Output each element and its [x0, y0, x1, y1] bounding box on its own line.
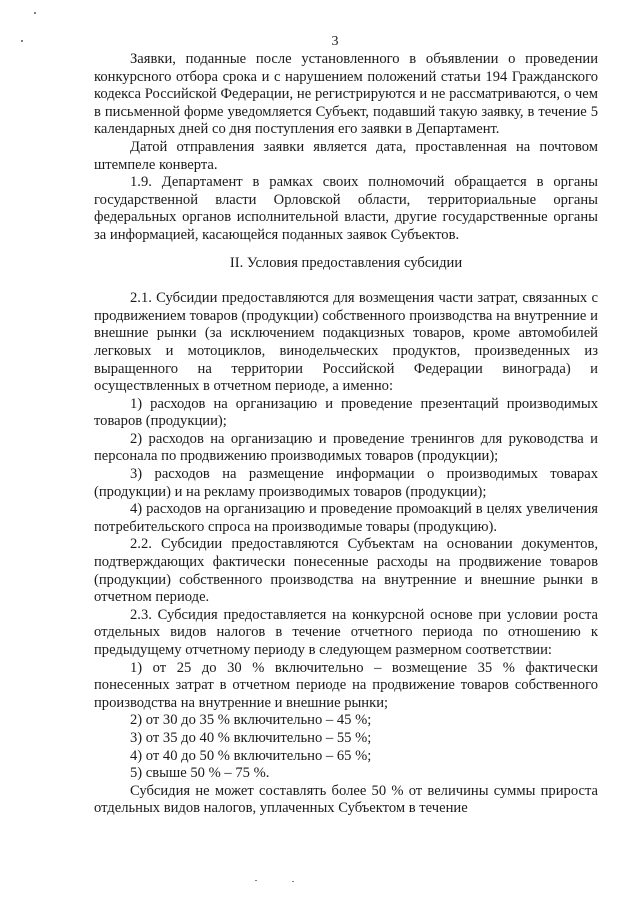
scan-speck: [21, 40, 23, 42]
paragraph-1-9: 1.9. Департамент в рамках своих полномочий обращается в органы государственной власти Орловской области, территориальные органы федеральных органов исполнительной власти, другие государственные органы за информацией, касающейся поданных заявок Субъектов.: [94, 174, 598, 243]
page-number: 3: [331, 34, 339, 49]
scan-speck: [292, 881, 294, 882]
scan-speck: [255, 880, 257, 881]
paragraph-subsidy-limit: Субсидия не может составлять более 50 % от величины суммы прироста отдельных видов налогов, уплаченных Субъектом в течение: [94, 782, 598, 817]
paragraph-dispatch-date: Датой отправления заявки является дата, проставленная на почтовом штемпеле конверта.: [94, 138, 598, 173]
list-item-expense-1: 1) расходов на организацию и проведение презентаций производимых товаров (продукции);: [94, 395, 598, 430]
document-body: [94, 51, 598, 818]
list-item-rate-3: 3) от 35 до 40 % включительно – 55 %;: [130, 729, 372, 746]
list-item-rate-5: 5) свыше 50 % – 75 %.: [130, 765, 270, 782]
scan-speck: [34, 12, 36, 14]
list-item-expense-2: 2) расходов на организацию и проведение тренингов для руководства и персонала по продвижению производимых товаров (продукции);: [94, 430, 598, 465]
list-item-rate-4: 4) от 40 до 50 % включительно – 65 %;: [130, 747, 372, 764]
paragraph-2-2: 2.2. Субсидии предоставляются Субъектам на основании документов, подтверждающих фактически понесенные расходы на продвижение товаров (продукции) собственного производства на внутренние и внешние рынки в отчетном периоде.: [94, 536, 598, 606]
list-item-rate-1: 1) от 25 до 30 % включительно – возмещение 35 % фактически понесенных затрат в отчетном периоде на продвижение товаров собственного производства на внутренние и внешние рынки;: [94, 659, 598, 711]
list-item-rate-2: 2) от 30 до 35 % включительно – 45 %;: [130, 712, 372, 729]
paragraph-late-applications: Заявки, поданные после установленного в объявлении о проведении конкурсного отбора срока и с нарушением положений статьи 194 Гражданского кодекса Российской Федерации, не регистрируются и не рассматриваются, о чем в письменной форме уведомляется Субъект, подавший такую заявку, в течение 5 календарных дней со дня поступления его заявки в Департамент.: [94, 51, 598, 138]
section-heading: II. Условия предоставления субсидии: [229, 254, 463, 271]
list-item-expense-4: 4) расходов на организацию и проведение промоакций в целях увеличения потребительского спроса на производимые товары (продукцию).: [94, 501, 598, 535]
paragraph-2-3: 2.3. Субсидия предоставляется на конкурсной основе при условии роста отдельных видов налогов в течение отчетного периода по отношению к предыдущему отчетному периоду в следующем размерном соответствии:: [94, 606, 598, 658]
paragraph-2-1: 2.1. Субсидии предоставляются для возмещения части затрат, связанных с продвижением товаров (продукции) собственного производства на внутренние и внешние рынки (за исключением подакцизных товаров, кроме автомобилей легковых и мотоциклов, винодельческих продуктов, произведенных из выращенного на территории Российской Федерации винограда) и осуществленных в отчетном периоде, а именно:: [94, 290, 598, 395]
list-item-expense-3: 3) расходов на размещение информации о производимых товарах (продукции) и на рекламу производимых товаров (продукции);: [94, 466, 598, 500]
